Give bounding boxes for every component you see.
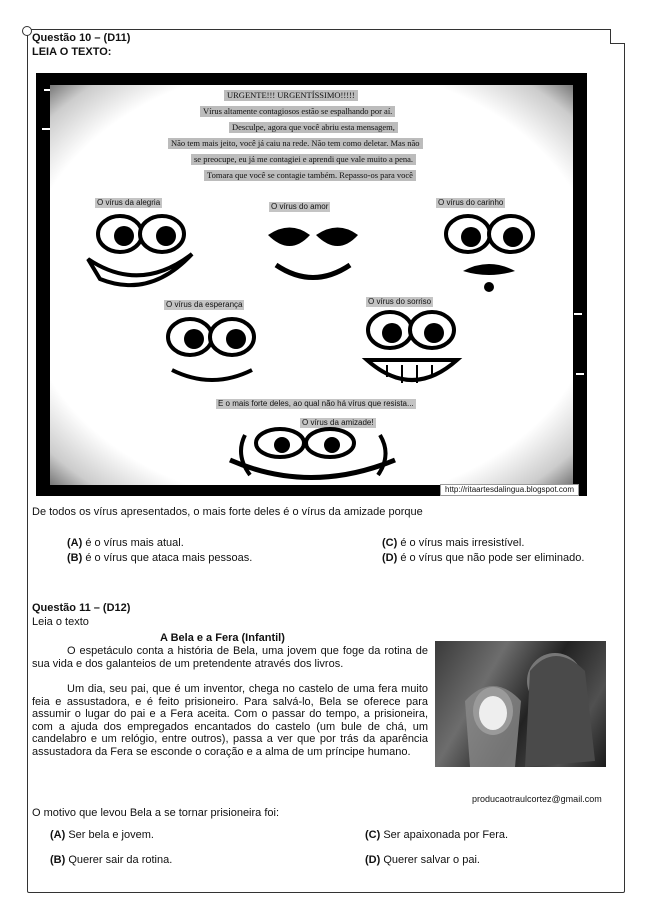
q10-instruction: LEIA O TEXTO: bbox=[32, 46, 112, 58]
face-carinho-icon bbox=[433, 209, 553, 299]
q10-title: Questão 10 – (D11) bbox=[32, 32, 131, 44]
q11-option-b[interactable]: (B) Querer sair da rotina. bbox=[50, 854, 173, 866]
poster-line-3: Desculpe, agora que você abriu esta mensagem, bbox=[229, 122, 398, 133]
poster-line-4: Não tem mais jeito, você já caiu na rede. Não tem como deletar. Mas não bbox=[168, 138, 423, 149]
poster-line-5: se preocupe, eu já me contagiei e aprendi que vale muito a pena. bbox=[191, 154, 416, 165]
q10-option-b[interactable]: (B) é o vírus que ataca mais pessoas. bbox=[67, 552, 253, 564]
face-sorriso-icon bbox=[352, 305, 472, 400]
label-virus-amizade: O vírus da amizade! bbox=[302, 418, 374, 427]
label-virus-amor: O vírus do amor bbox=[271, 202, 329, 211]
label-virus-forte: E o mais forte deles, ao qual não há vírus que resista... bbox=[218, 399, 414, 408]
q10-option-c[interactable]: (C) é o vírus mais irresistível. bbox=[382, 537, 525, 549]
label-virus-sorriso: O vírus do sorriso bbox=[368, 297, 432, 306]
poster-canvas bbox=[50, 85, 573, 485]
q11-title: Questão 11 – (D12) bbox=[32, 602, 131, 614]
q11-option-a[interactable]: (A) Ser bela e jovem. bbox=[50, 829, 154, 841]
poster-line-6: Tomara que você se contagie também. Repasso-os para você bbox=[204, 170, 416, 181]
q11-option-c[interactable]: (C) Ser apaixonada por Fera. bbox=[365, 829, 509, 841]
label-virus-alegria: O vírus da alegria bbox=[97, 198, 161, 207]
q10-option-d[interactable]: (D) é o vírus que não pode ser eliminado. bbox=[382, 552, 585, 564]
pin-icon bbox=[22, 26, 32, 36]
q11-option-d[interactable]: (D) Querer salvar o pai. bbox=[365, 854, 480, 866]
q10-question: De todos os vírus apresentados, o mais forte deles é o vírus da amizade porque bbox=[32, 506, 423, 518]
poster-line-2: Vírus altamente contagiosos estão se espalhando por aí. bbox=[200, 106, 395, 117]
q11-question: O motivo que levou Bela a se tornar prisioneira foi: bbox=[32, 807, 280, 819]
face-amor-icon bbox=[258, 215, 368, 295]
label-virus-esperanca: O vírus da esperança bbox=[166, 300, 243, 309]
q11-paragraph-1: O espetáculo conta a história de Bela, uma jovem que foge da rotina de sua vida e dos galanteios de um pretendente através dos livros. bbox=[32, 645, 428, 670]
face-amizade-icon bbox=[220, 425, 410, 485]
q11-text-title: A Bela e a Fera (Infantil) bbox=[160, 632, 285, 644]
virus-poster bbox=[36, 73, 587, 496]
face-esperanca-icon bbox=[152, 312, 272, 397]
folded-corner bbox=[610, 29, 625, 44]
q11-instruction: Leia o texto bbox=[32, 616, 89, 628]
q10-option-a[interactable]: (A) é o vírus mais atual. bbox=[67, 537, 184, 549]
poster-line-1: URGENTE!!! URGENTÍSSIMO!!!!! bbox=[224, 90, 358, 101]
q11-paragraph-2: Um dia, seu pai, que é um inventor, chega no castelo de uma fera muito feia e assustadora, e é feito prisioneiro. Para salvá-lo, Bela se oferece para assumir o lugar do pai e a Fera aceita. Com o passar do tempo, a prisioneira, com a ajuda dos empregados encantados do castelo (um bule de chá, um candelabro e um relógio, entre outros), passa a ver que por trás da aparência assustadora da Fera se esconde o coração e a alma de um príncipe humano. bbox=[32, 683, 428, 758]
poster-url: http://ritaartesdalingua.blogspot.com bbox=[440, 484, 579, 496]
beauty-and-beast-illustration bbox=[435, 641, 606, 767]
beauty-and-beast-image bbox=[435, 641, 606, 767]
face-alegria-icon bbox=[80, 209, 200, 294]
q11-email: producaotraulcortez@gmail.com bbox=[472, 794, 602, 804]
label-virus-carinho: O vírus do carinho bbox=[438, 198, 504, 207]
